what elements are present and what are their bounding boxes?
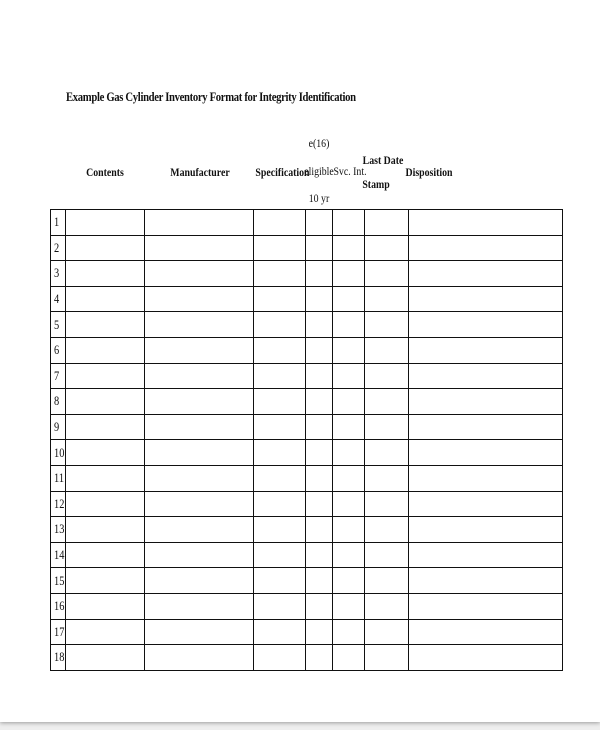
eligible-cell[interactable] xyxy=(306,235,333,261)
row-number xyxy=(51,619,66,645)
row-number-label: 9 xyxy=(54,419,60,435)
table-row xyxy=(51,440,563,466)
eligible-cell[interactable] xyxy=(306,517,333,543)
table-row xyxy=(51,593,563,619)
inventory-grid xyxy=(50,209,563,671)
specification-cell[interactable] xyxy=(254,645,306,671)
table-row xyxy=(51,235,563,261)
disposition-cell[interactable] xyxy=(409,235,563,261)
row-number xyxy=(51,465,66,491)
manufacturer-cell[interactable] xyxy=(145,491,254,517)
row-number xyxy=(51,312,66,338)
contents-cell[interactable] xyxy=(66,414,145,440)
row-number xyxy=(51,440,66,466)
contents-cell[interactable] xyxy=(66,619,145,645)
header-specification: Specification xyxy=(255,165,310,179)
last-date-stamp-cell[interactable] xyxy=(365,517,409,543)
row-number-label: 7 xyxy=(54,367,60,383)
specification-cell[interactable] xyxy=(254,568,306,594)
table-row xyxy=(51,337,563,363)
row-number xyxy=(51,235,66,261)
eligible-cell[interactable] xyxy=(306,491,333,517)
specification-cell[interactable] xyxy=(254,465,306,491)
row-number xyxy=(51,389,66,415)
row-number-label: 5 xyxy=(54,316,60,332)
header-disposition: Disposition xyxy=(405,165,453,179)
svc-int-cell[interactable] xyxy=(333,389,365,415)
header-eligible-line3: 10 yr xyxy=(308,191,330,205)
specification-cell[interactable] xyxy=(254,517,306,543)
table-row xyxy=(51,210,563,236)
svc-int-cell[interactable] xyxy=(333,645,365,671)
specification-cell[interactable] xyxy=(254,491,306,517)
table-row xyxy=(51,389,563,415)
last-date-stamp-cell[interactable] xyxy=(365,440,409,466)
table-row xyxy=(51,261,563,287)
header-eligible-line1: e(16) xyxy=(308,136,330,150)
disposition-cell[interactable] xyxy=(409,312,563,338)
contents-cell[interactable] xyxy=(66,517,145,543)
eligible-cell[interactable] xyxy=(306,414,333,440)
eligible-cell[interactable] xyxy=(306,261,333,287)
table-row xyxy=(51,312,563,338)
table-row xyxy=(51,568,563,594)
svc-int-cell[interactable] xyxy=(333,235,365,261)
contents-cell[interactable] xyxy=(66,312,145,338)
last-date-stamp-cell[interactable] xyxy=(365,645,409,671)
svc-int-cell[interactable] xyxy=(333,286,365,312)
row-number xyxy=(51,568,66,594)
manufacturer-cell[interactable] xyxy=(145,645,254,671)
row-number xyxy=(51,593,66,619)
row-number-label: 16 xyxy=(54,598,65,614)
row-number-label: 12 xyxy=(54,495,65,511)
eligible-cell[interactable] xyxy=(306,593,333,619)
eligible-cell[interactable] xyxy=(306,337,333,363)
disposition-cell[interactable] xyxy=(409,542,563,568)
row-number xyxy=(51,517,66,543)
table-row xyxy=(51,286,563,312)
manufacturer-cell[interactable] xyxy=(145,389,254,415)
last-date-stamp-cell[interactable] xyxy=(365,593,409,619)
contents-cell[interactable] xyxy=(66,542,145,568)
header-manufacturer: Manufacturer xyxy=(170,165,230,179)
manufacturer-cell[interactable] xyxy=(145,440,254,466)
disposition-cell[interactable] xyxy=(409,517,563,543)
table-row xyxy=(51,465,563,491)
svc-int-cell[interactable] xyxy=(333,491,365,517)
specification-cell[interactable] xyxy=(254,414,306,440)
header-last-date-line1: Last Date xyxy=(362,153,404,167)
contents-cell[interactable] xyxy=(66,337,145,363)
disposition-cell[interactable] xyxy=(409,210,563,236)
last-date-stamp-cell[interactable] xyxy=(365,568,409,594)
row-number-label: 1 xyxy=(54,214,60,230)
last-date-stamp-cell[interactable] xyxy=(365,337,409,363)
eligible-cell[interactable] xyxy=(306,389,333,415)
last-date-stamp-cell[interactable] xyxy=(365,286,409,312)
manufacturer-cell[interactable] xyxy=(145,337,254,363)
row-number-label: 10 xyxy=(54,444,65,460)
svc-int-cell[interactable] xyxy=(333,542,365,568)
disposition-cell[interactable] xyxy=(409,568,563,594)
table-row xyxy=(51,645,563,671)
eligible-cell[interactable] xyxy=(306,210,333,236)
contents-cell[interactable] xyxy=(66,363,145,389)
row-number xyxy=(51,542,66,568)
eligible-cell[interactable] xyxy=(306,312,333,338)
specification-cell[interactable] xyxy=(254,593,306,619)
last-date-stamp-cell[interactable] xyxy=(365,619,409,645)
svc-int-cell[interactable] xyxy=(333,619,365,645)
manufacturer-cell[interactable] xyxy=(145,517,254,543)
disposition-cell[interactable] xyxy=(409,363,563,389)
disposition-cell[interactable] xyxy=(409,645,563,671)
last-date-stamp-cell[interactable] xyxy=(365,389,409,415)
last-date-stamp-cell[interactable] xyxy=(365,261,409,287)
contents-cell[interactable] xyxy=(66,593,145,619)
contents-cell[interactable] xyxy=(66,286,145,312)
row-number-label: 8 xyxy=(54,393,60,409)
specification-cell[interactable] xyxy=(254,312,306,338)
specification-cell[interactable] xyxy=(254,337,306,363)
manufacturer-cell[interactable] xyxy=(145,542,254,568)
manufacturer-cell[interactable] xyxy=(145,414,254,440)
row-number-label: 13 xyxy=(54,521,65,537)
manufacturer-cell[interactable] xyxy=(145,235,254,261)
header-last-date-line2: Stamp xyxy=(362,177,390,191)
disposition-cell[interactable] xyxy=(409,337,563,363)
row-number-label: 14 xyxy=(54,547,65,563)
svc-int-cell[interactable] xyxy=(333,210,365,236)
specification-cell[interactable] xyxy=(254,619,306,645)
svc-int-cell[interactable] xyxy=(333,337,365,363)
row-number-label: 2 xyxy=(54,239,60,255)
disposition-cell[interactable] xyxy=(409,440,563,466)
eligible-cell[interactable] xyxy=(306,440,333,466)
row-number xyxy=(51,286,66,312)
eligible-cell[interactable] xyxy=(306,645,333,671)
disposition-cell[interactable] xyxy=(409,491,563,517)
svc-int-cell[interactable] xyxy=(333,312,365,338)
disposition-cell[interactable] xyxy=(409,286,563,312)
svc-int-cell[interactable] xyxy=(333,465,365,491)
row-number-label: 15 xyxy=(54,572,65,588)
row-number xyxy=(51,645,66,671)
eligible-cell[interactable] xyxy=(306,465,333,491)
eligible-cell[interactable] xyxy=(306,619,333,645)
eligible-cell[interactable] xyxy=(306,568,333,594)
svc-int-cell[interactable] xyxy=(333,261,365,287)
svc-int-cell[interactable] xyxy=(333,440,365,466)
last-date-stamp-cell[interactable] xyxy=(365,491,409,517)
manufacturer-cell[interactable] xyxy=(145,312,254,338)
contents-cell[interactable] xyxy=(66,210,145,236)
table-row xyxy=(51,517,563,543)
manufacturer-cell[interactable] xyxy=(145,593,254,619)
specification-cell[interactable] xyxy=(254,389,306,415)
svc-int-cell[interactable] xyxy=(333,414,365,440)
row-number xyxy=(51,210,66,236)
row-number-label: 17 xyxy=(54,623,65,639)
document-title: Example Gas Cylinder Inventory Format for Integrity Identification xyxy=(66,89,356,104)
last-date-stamp-cell[interactable] xyxy=(365,363,409,389)
manufacturer-cell[interactable] xyxy=(145,286,254,312)
specification-cell[interactable] xyxy=(254,363,306,389)
disposition-cell[interactable] xyxy=(409,261,563,287)
disposition-cell[interactable] xyxy=(409,619,563,645)
row-number-label: 18 xyxy=(54,649,65,665)
disposition-cell[interactable] xyxy=(409,389,563,415)
row-number xyxy=(51,261,66,287)
table-row xyxy=(51,363,563,389)
table-row xyxy=(51,542,563,568)
contents-cell[interactable] xyxy=(66,389,145,415)
contents-cell[interactable] xyxy=(66,261,145,287)
svc-int-cell[interactable] xyxy=(333,517,365,543)
row-number-label: 4 xyxy=(54,291,60,307)
specification-cell[interactable] xyxy=(254,286,306,312)
svc-int-cell[interactable] xyxy=(333,593,365,619)
row-number-label: 3 xyxy=(54,265,60,281)
last-date-stamp-cell[interactable] xyxy=(365,210,409,236)
manufacturer-cell[interactable] xyxy=(145,619,254,645)
table-row xyxy=(51,414,563,440)
eligible-cell[interactable] xyxy=(306,542,333,568)
header-svc-int: Svc. Int. xyxy=(333,164,367,178)
specification-cell[interactable] xyxy=(254,210,306,236)
row-number xyxy=(51,414,66,440)
svc-int-cell[interactable] xyxy=(333,568,365,594)
specification-cell[interactable] xyxy=(254,542,306,568)
contents-cell[interactable] xyxy=(66,491,145,517)
specification-cell[interactable] xyxy=(254,440,306,466)
last-date-stamp-cell[interactable] xyxy=(365,465,409,491)
manufacturer-cell[interactable] xyxy=(145,465,254,491)
table-row xyxy=(51,619,563,645)
header-contents: Contents xyxy=(86,165,124,179)
row-number xyxy=(51,491,66,517)
header-eligible-line2: eligible xyxy=(304,164,334,178)
contents-cell[interactable] xyxy=(66,568,145,594)
manufacturer-cell[interactable] xyxy=(145,568,254,594)
contents-cell[interactable] xyxy=(66,645,145,671)
row-number xyxy=(51,337,66,363)
contents-cell[interactable] xyxy=(66,440,145,466)
table-row xyxy=(51,491,563,517)
disposition-cell[interactable] xyxy=(409,414,563,440)
last-date-stamp-cell[interactable] xyxy=(365,542,409,568)
contents-cell[interactable] xyxy=(66,465,145,491)
svc-int-cell[interactable] xyxy=(333,363,365,389)
row-number xyxy=(51,363,66,389)
specification-cell[interactable] xyxy=(254,261,306,287)
specification-cell[interactable] xyxy=(254,235,306,261)
row-number-label: 6 xyxy=(54,342,60,358)
last-date-stamp-cell[interactable] xyxy=(365,312,409,338)
disposition-cell[interactable] xyxy=(409,465,563,491)
eligible-cell[interactable] xyxy=(306,363,333,389)
manufacturer-cell[interactable] xyxy=(145,363,254,389)
disposition-cell[interactable] xyxy=(409,593,563,619)
contents-cell[interactable] xyxy=(66,235,145,261)
eligible-cell[interactable] xyxy=(306,286,333,312)
last-date-stamp-cell[interactable] xyxy=(365,414,409,440)
manufacturer-cell[interactable] xyxy=(145,210,254,236)
manufacturer-cell[interactable] xyxy=(145,261,254,287)
last-date-stamp-cell[interactable] xyxy=(365,235,409,261)
row-number-label: 11 xyxy=(54,470,65,486)
